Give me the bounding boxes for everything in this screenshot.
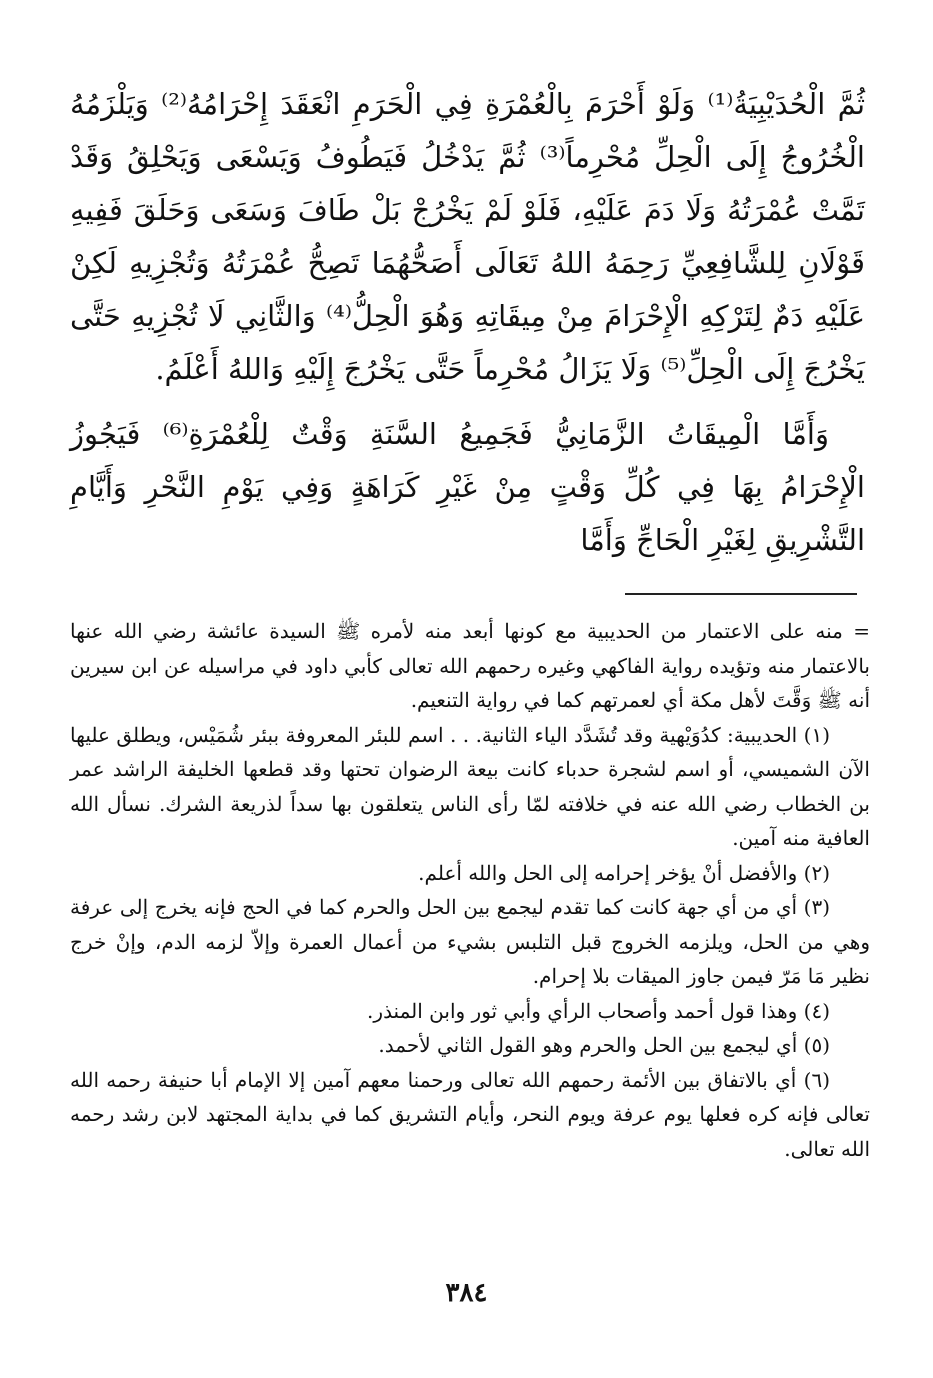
main-paragraph-1: ثُمَّ الْحُدَيْبِيَةُ⁽¹⁾ وَلَوْ أَحْرَمَ بِالْعُمْرَةِ فِي الْحَرَمِ انْعَقَدَ إِحْرَامُهُ⁽²⁾ وَيَلْزَمُهُ الْخُرُوجُ إِلَى الْحِلِّ مُحْرِماً⁽³⁾ ثُمَّ يَدْخُلُ فَيَطُوفُ وَيَسْعَى وَيَحْلِقُ وَقَدْ تَمَّتْ عُمْرَتُهُ وَلَا دَمَ عَلَيْهِ، فَلَوْ لَمْ يَخْرُجْ بَلْ طَافَ وَسَعَى وَحَلَقَ فَفِيهِ قَوْلَانِ لِلشَّافِعِيِّ رَحِمَهُ اللهُ تَعَالَى أَصَحُّهُمَا تَصِحُّ عُمْرَتُهُ وَتُجْزِيهِ لَكِنْ عَلَيْهِ دَمٌ لِتَرْكِهِ الْإِحْرَامَ مِنْ مِيقَاتِهِ وَهُوَ الْحِلُّ⁽⁴⁾ وَالثَّانِي لَا تُجْزِيهِ حَتَّى يَخْرُجَ إِلَى الْحِلِّ⁽⁵⁾ وَلَا يَزَالُ مُحْرِماً حَتَّى يَخْرُجَ إِلَيْهِ وَاللهُ أَعْلَمُ. [70,87,866,386]
page-number: ٣٨٤ [445,1278,488,1308]
footnote-divider [625,593,857,595]
footnote-4: (٤) وهذا قول أحمد وأصحاب الرأي وأبي ثور وابن المنذر. [367,998,830,1023]
footnote-5: (٥) أي ليجمع بين الحل والحرم وهو القول الثاني لأحمد. [378,1033,830,1057]
footnote-1: (١) الحديبية: كدُوَيْهية وقد تُشَدَّد الياء الثانية. . . اسم للبئر المعروفة ببئر شُمَيْس، ويطلق عليها الآن الشميسي، أو اسم لشجرة حدباء كانت بيعة الرضوان تحتها وقد قطعها الخليفة الراشد عمر بن الخطاب رضي الله عنه في خلافته لمّا رأى الناس يتعلقون بها سداً لذريعة الشرك. نسأل الله العافية منه آمين. [70,722,870,850]
footnote-2: (٢) والأفضل أنْ يؤخر إحرامه إلى الحل والله أعلم. [418,860,830,885]
main-paragraph-2: وَأَمَّا الْمِيقَاتُ الزَّمَانِيُّ فَجَمِيعُ السَّنَةِ وَقْتٌ لِلْعُمْرَةِ⁽⁶⁾ فَيَجُوزُ الْإِحْرَامُ بِهَا فِي كُلِّ وَقْتٍ مِنْ غَيْرِ كَرَاهَةٍ وَفِي يَوْمِ النَّحْرِ وَأَيَّامِ التَّشْرِيقِ لِغَيْرِ الْحَاجِّ وَأَمَّا [70,417,865,557]
footnote-continuation: = منه على الاعتمار من الحديبية مع كونها أبعد منه لأمره ﷺ السيدة عائشة رضي الله عنها بالاعتمار منه وتؤيده رواية الفاكهي وغيره رحمهم الله تعالى كأبي داود في مراسيله عن ابن سيرين أنه ﷺ وَقَّتَ لأهل مكة أي لعمرتهم كما في رواية التنعيم. [70,619,870,712]
footnotes-section [70,614,870,1166]
main-text-body [70,78,865,567]
footnote-3: (٣) أي من أي جهة كانت كما تقدم ليجمع بين الحل والحرم كما في الحج فإنه يخرج إلى عرفة وهي من الحل، ويلزمه الخروج قبل التلبس بشيء من أعمال العمرة وإلاّ لزمه الدم، وإنْ خرج نظير مَا مَرّ فيمن جاوز الميقات بلا إحرام. [70,895,870,988]
footnote-6: (٦) أي بالاتفاق بين الأئمة رحمهم الله تعالى ورحمنا معهم آمين إلا الإمام أبا حنيفة رحمه الله تعالى فإنه كره فعلها يوم عرفة ويوم النحر، وأيام التشريق كما في بداية المجتهد لابن رشد رحمه الله تعالى. [70,1067,870,1161]
